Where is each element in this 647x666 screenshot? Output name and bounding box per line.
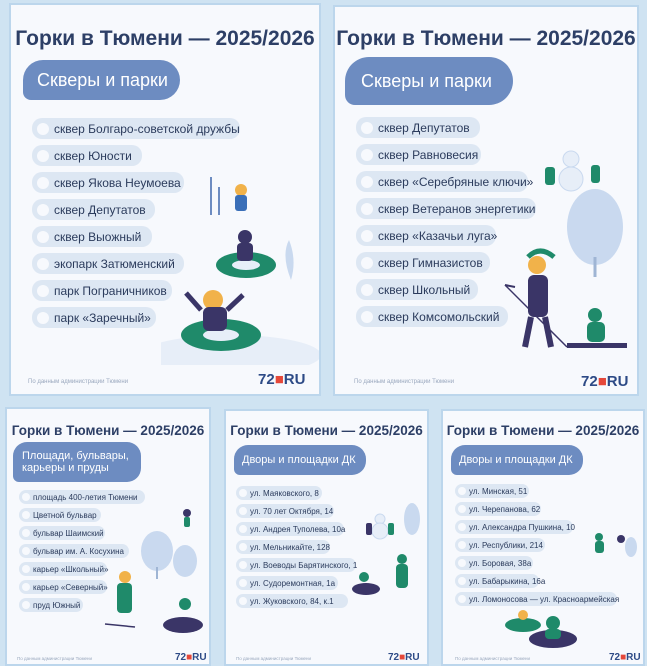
snowflake-icon [22, 601, 30, 609]
logo-mark-icon: ■ [597, 373, 607, 390]
tube-sled-illustration [503, 525, 643, 655]
snowflake-icon [458, 487, 466, 495]
snowflake-icon [458, 595, 466, 603]
snowflake-icon [22, 565, 30, 573]
snowflake-icon [22, 547, 30, 555]
list-item: парк «Заречный» [32, 307, 156, 328]
snowflake-icon [361, 230, 373, 242]
source-note: По данным администрации Тюмени [236, 656, 312, 661]
snowflake-icon [361, 176, 373, 188]
snowman-illustration [346, 497, 428, 617]
snowflake-icon [22, 511, 30, 519]
card-title: Горки в Тюмени — 2025/2026 [336, 27, 636, 50]
logo-72ru: 72■RU [258, 371, 306, 388]
list-item: ул. Жуковского, 84, к.1 [236, 594, 348, 608]
card-title: Горки в Тюмени — 2025/2026 [230, 423, 423, 438]
tube-sled-illustration [161, 165, 321, 365]
list-item: карьер «Северный» [19, 580, 107, 594]
logo-mark-icon: ■ [620, 652, 627, 663]
snowflake-icon [22, 529, 30, 537]
logo-mark-icon: ■ [186, 652, 193, 663]
logo-72ru: 72■RU [609, 652, 641, 663]
list-item: ул. Бабарыкина, 16а [455, 574, 539, 588]
list-item: ул. Боровая, 38а [455, 556, 533, 570]
banner-line: Дворы и площадки ДК [459, 454, 573, 466]
banner-line: Площади, бульвары, [22, 450, 129, 462]
snowflake-icon [239, 489, 247, 497]
list-item: сквер «Казачьи луга» [356, 225, 496, 246]
snowflake-icon [37, 231, 49, 243]
logo-72ru: 72■RU [175, 652, 207, 663]
snowflake-icon [239, 561, 247, 569]
banner-line: карьеры и пруды [22, 462, 109, 474]
snowflake-icon [458, 505, 466, 513]
list-item: ул. Маяковского, 8 [236, 486, 322, 500]
source-note: По данным администрации Тюмени [28, 379, 129, 385]
card-title: Горки в Тюмени — 2025/2026 [446, 423, 640, 438]
snowflake-icon [458, 577, 466, 585]
list-item: ул. Ломоносова — ул. Красноармейская [455, 592, 617, 606]
list-item: пруд Южный [19, 598, 83, 612]
list-item: сквер Школьный [356, 279, 478, 300]
list-item: сквер Якова Неумоева [32, 172, 184, 193]
tree-illustration [95, 499, 209, 639]
snowflake-icon [361, 122, 373, 134]
snowflake-icon [361, 284, 373, 296]
snowflake-icon [239, 579, 247, 587]
snowflake-icon [37, 285, 49, 297]
list-item: карьер «Школьный» [19, 562, 107, 576]
list-item: ул. 70 лет Октября, 14 [236, 504, 334, 518]
card-yards-2 [441, 409, 645, 666]
list-item: Цветной бульвар [19, 508, 101, 522]
card-squares [5, 407, 211, 666]
snowflake-icon [37, 258, 49, 270]
snowflake-icon [361, 203, 373, 215]
snowflake-icon [239, 525, 247, 533]
category-banner [345, 57, 513, 105]
snowflake-icon [239, 597, 247, 605]
list-item: бульвар им. А. Косухина [19, 544, 129, 558]
category-banner [23, 60, 180, 100]
source-note: По данным администрации Тюмени [17, 656, 93, 661]
card-parks-2 [333, 5, 639, 396]
category-banner [13, 442, 141, 482]
snowflake-icon [22, 583, 30, 591]
card-parks-1 [9, 3, 321, 396]
list-item: сквер «Серебряные ключи» [356, 171, 528, 192]
list-item: сквер Выожный [32, 226, 152, 247]
snowflake-icon [239, 507, 247, 515]
snowflake-icon [37, 150, 49, 162]
card-title: Горки в Тюмени — 2025/2026 [11, 423, 205, 438]
list-item: сквер Ветеранов энергетики [356, 198, 536, 219]
list-item: сквер Равновесия [356, 144, 481, 165]
card-title: Горки в Тюмени — 2025/2026 [15, 27, 315, 50]
banner-line: Скверы и парки [361, 70, 492, 91]
banner-line: Скверы и парки [37, 69, 168, 90]
snowflake-icon [37, 312, 49, 324]
snowflake-icon [458, 541, 466, 549]
source-note: По данным администрации Тюмени [455, 656, 531, 661]
list-item: сквер Юности [32, 145, 142, 166]
list-item: ул. Александра Пушкина, 10 [455, 520, 573, 534]
logo-mark-icon: ■ [399, 652, 406, 663]
list-item: ул. Воеводы Барятинского, 1 [236, 558, 356, 572]
logo-72ru: 72■RU [581, 373, 629, 390]
list-item: сквер Болгаро-советской дружбы [32, 118, 240, 139]
snowflake-icon [361, 257, 373, 269]
list-item: ул. Черепанова, 62 [455, 502, 541, 516]
logo-72ru: 72■RU [388, 652, 420, 663]
list-item: сквер Гимназистов [356, 252, 490, 273]
list-item: ул. Судоремонтная, 1а [236, 576, 338, 590]
list-item: парк Пограничников [32, 280, 172, 301]
list-item: ул. Минская, 51 [455, 484, 529, 498]
snowflake-icon [361, 311, 373, 323]
list-item: ул. Республики, 214 [455, 538, 545, 552]
card-yards-1 [224, 409, 429, 666]
list-item: ул. Мельникайте, 128 [236, 540, 330, 554]
list-item: бульвар Шаимский [19, 526, 105, 540]
snowflake-icon [239, 543, 247, 551]
snowflake-icon [458, 523, 466, 531]
list-item: сквер Депутатов [356, 117, 480, 138]
list-item: площадь 400-летия Тюмени [19, 490, 145, 504]
list-item: сквер Комсомольский [356, 306, 508, 327]
logo-mark-icon: ■ [274, 371, 284, 388]
source-note: По данным администрации Тюмени [354, 379, 455, 385]
category-banner [234, 445, 366, 475]
list-item: экопарк Затюменский [32, 253, 184, 274]
sled-illustration [495, 147, 635, 367]
category-banner [451, 445, 583, 475]
list-item: сквер Депутатов [32, 199, 155, 220]
list-item: ул. Андрея Туполева, 10а [236, 522, 344, 536]
banner-line: Дворы и площадки ДК [242, 454, 356, 466]
snowflake-icon [361, 149, 373, 161]
snowflake-icon [37, 204, 49, 216]
snowflake-icon [22, 493, 30, 501]
snowflake-icon [37, 177, 49, 189]
snowflake-icon [458, 559, 466, 567]
snowflake-icon [37, 123, 49, 135]
